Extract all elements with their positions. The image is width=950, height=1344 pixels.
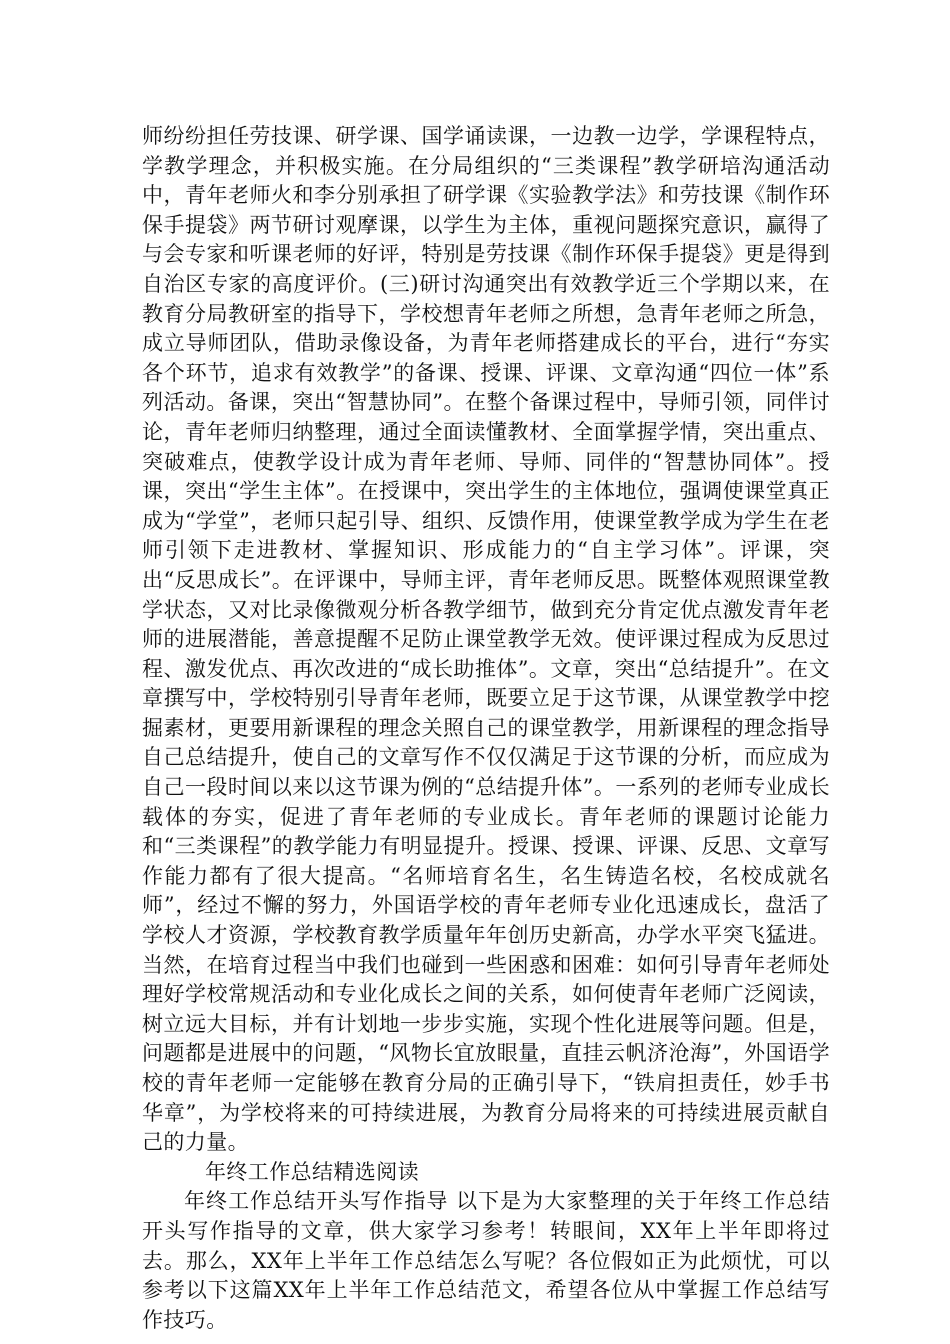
document-content (142, 122, 830, 1335)
section-title: 年终工作总结精选阅读 (205, 1159, 419, 1184)
body-paragraph: 师纷纷担任劳技课、研学课、国学诵读课，一边教一边学，学课程特点，学教学理念，并积极实施。在分局组织的“三类课程”教学研培沟通活动中，青年老师火和李分别承担了研学课《实验教学法》和劳技课《制作环保手提袋》两节研讨观摩课，以学生为主体，重视问题探究意识，赢得了与会专家和听课老师的好评，特别是劳技课《制作环保手提袋》更是得到自治区专家的高度评价。(三)研讨沟通突出有效教学近三个学期以来，在教育分局教研室的指导下，学校想青年老师之所想，急青年老师之所急，成立导师团队，借助录像设备，为青年老师搭建成长的平台，进行“夯实各个环节，追求有效教学”的备课、授课、评课、文章沟通“四位一体”系列活动。备课，突出“智慧协同”。在整个备课过程中，导师引领，同伴讨论，青年老师归纳整理，通过全面读懂教材、全面掌握学情，突出重点、突破难点，使教学设计成为青年老师、导师、同伴的“智慧协同体”。授课，突出“学生主体”。在授课中，突出学生的主体地位，强调使课堂真正成为“学堂”，老师只起引导、组织、反馈作用，使课堂教学成为学生在老师引领下走进教材、掌握知识、形成能力的“自主学习体”。评课，突出“反思成长”。在评课中，导师主评，青年老师反思。既整体观照课堂教学状态，又对比录像微观分析各教学细节，做到充分肯定优点激发青年老师的进展潜能，善意提醒不足防止课堂教学无效。使评课过程成为反思过程、激发优点、再次改进的“成长助推体”。文章，突出“总结提升”。在文章撰写中，学校特别引导青年老师，既要立足于这节课，从课堂教学中挖掘素材，更要用新课程的理念关照自己的课堂教学，用新课程的理念指导自己总结提升，使自己的文章写作不仅仅满足于这节课的分析，而应成为自己一段时间以来以这节课为例的“总结提升体”。一系列的老师专业成长载体的夯实，促进了青年老师的专业成长。青年老师的课题讨论能力和“三类课程”的教学能力有明显提升。授课、授课、评课、反思、文章写作能力都有了很大提高。“名师培育名生，名生铸造名校，名校成就名师”，经过不懈的努力，外国语学校的青年老师专业化迅速成长，盘活了学校人才资源，学校教育教学质量年年创历史新高，办学水平突飞猛进。当然，在培育过程当中我们也碰到一些困惑和困难：如何引导青年老师处理好学校常规活动和专业化成长之间的关系，如何使青年老师广泛阅读，树立远大目标，并有计划地一步步实施，实现个性化进展等问题。但是，问题都是进展中的问题，“风物长宜放眼量，直挂云帆济沧海”，外国语学校的青年老师一定能够在教育分局的正确引导下，“铁肩担责任，妙手书华章”，为学校将来的可持续进展，为教育分局将来的可持续进展贡献自己的力量。 (142, 124, 830, 1155)
intro-paragraph: 年终工作总结开头写作指导 以下是为大家整理的关于年终工作总结开头写作指导的文章，供大家学习参考！转眼间，XX年上半年即将过去。那么，XX年上半年工作总结怎么写呢？各位假如正为此烦忧，可以参考以下这篇XX年上半年工作总结范文，希望各位从中掌握工作总结写作技巧。 (142, 1189, 830, 1332)
